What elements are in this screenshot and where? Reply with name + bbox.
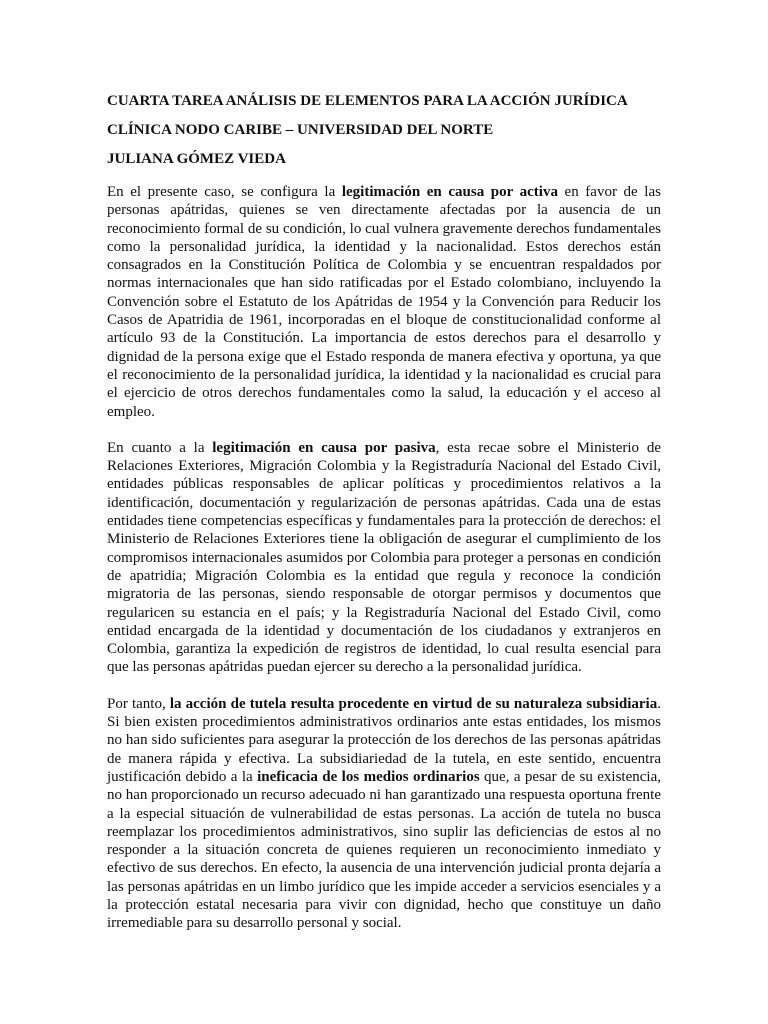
bold-phrase: ineficacia de los medios ordinarios (257, 768, 480, 785)
paragraph-text: en favor de las personas apátridas, quienes se ven directamente afectadas por la ausencia de un reconocimiento formal de su condición, lo cual vulnera gravemente derechos fundamentales como la personalidad jurídica, la identidad y la nacionalidad. Estos derechos están consagrados en la Constitución Política de Colombia y se encuentran respaldados por normas internacionales que han sido ratificadas por el Estado colombiano, incluyendo la Convención sobre el Estatuto de los Apátridas de 1954 y la Convención para Reducir los Casos de Apatridia de 1961, incorporadas en el bloque de constitucionalidad conforme al artículo 93 de la Constitución. La importancia de estos derechos para el desarrollo y dignidad de la persona exige que el Estado responda de manera efectiva y oportuna, ya que el reconocimiento de la personalidad jurídica, la identidad y la nacionalidad es crucial para el ejercicio de otros derechos fundamentales como la salud, la educación y el acceso al empleo. (107, 184, 661, 420)
bold-phrase: legitimación en causa por pasiva (212, 439, 436, 456)
paragraph-passive-standing (107, 439, 661, 677)
paragraph-active-standing (107, 183, 661, 421)
institution-heading: CLÍNICA NODO CARIBE – UNIVERSIDAD DEL NORTE (107, 122, 494, 138)
paragraph-text: En el presente caso, se configura la (107, 184, 342, 200)
author-name: JULIANA GÓMEZ VIEDA (107, 151, 286, 167)
bold-phrase: legitimación en causa por activa (341, 184, 558, 200)
bold-phrase: la acción de tutela resulta procedente en virtud de su naturaleza subsidiaria (169, 695, 658, 712)
assignment-title: CUARTA TAREA ANÁLISIS DE ELEMENTOS PARA LA ACCIÓN JURÍDICA (107, 93, 628, 109)
paragraph-text: , esta recae sobre el Ministerio de Relaciones Exteriores, Migración Colombia y la Registraduría Nacional del Estado Civil, entidades públicas responsables de aplicar políticas y procedimientos relativos a la identificación, documentación y regularización de personas apátridas. Cada una de estas entidades tiene competencias específicas y fundamentales para la protección de derechos: el Ministerio de Relaciones Exteriores tiene la obligación de asegurar el cumplimiento de los compromisos internacionales asumidos por Colombia para proteger a personas en condición de apatridia; Migración Colombia es la entidad que regula y reconoce la condición migratoria de las personas, siendo responsable de otorgar permisos y documentos que regularicen su estancia en el país; y la Registraduría Nacional del Estado Civil, como entidad encargada de la identidad y documentación de los ciudadanos y extranjeros en Colombia, garantiza la expedición de registros de identidad, lo cual resulta esencial para que las personas apátridas puedan ejercer su derecho a la personalidad jurídica. (107, 439, 662, 676)
paragraph-text: . Si bien existen procedimientos administrativos ordinarios ante estas entidades, los mismos no han sido suficientes para asegurar la protección de los derechos de las personas apátridas de manera rápida y efectiva. La subsidiariedad de la tutela, en este sentido, encuentra justificación debido a la (107, 695, 661, 785)
paragraph-text: que, a pesar de su existencia, no han proporcionado un recurso adecuado ni han garantizado una respuesta oportuna frente a la especial situación de vulnerabilidad de estas personas. La acción de tutela no busca reemplazar los procedimientos administrativos, sino suplir las deficiencias de estos al no responder a la situación concreta de quienes requieren un reconocimiento inmediato y efectivo de sus derechos. En efecto, la ausencia de una intervención judicial pronta dejaría a las personas apátridas en un limbo jurídico que les impide acceder a servicios esenciales y a la protección estatal necesaria para vivir con dignidad, hecho que constituye un daño irremediable para su desarrollo personal y social. (107, 768, 661, 932)
paragraph-text: En cuanto a la (107, 439, 213, 456)
paragraph-tutela-subsidiarity (107, 695, 661, 933)
paragraph-text: Por tanto, (107, 695, 170, 712)
